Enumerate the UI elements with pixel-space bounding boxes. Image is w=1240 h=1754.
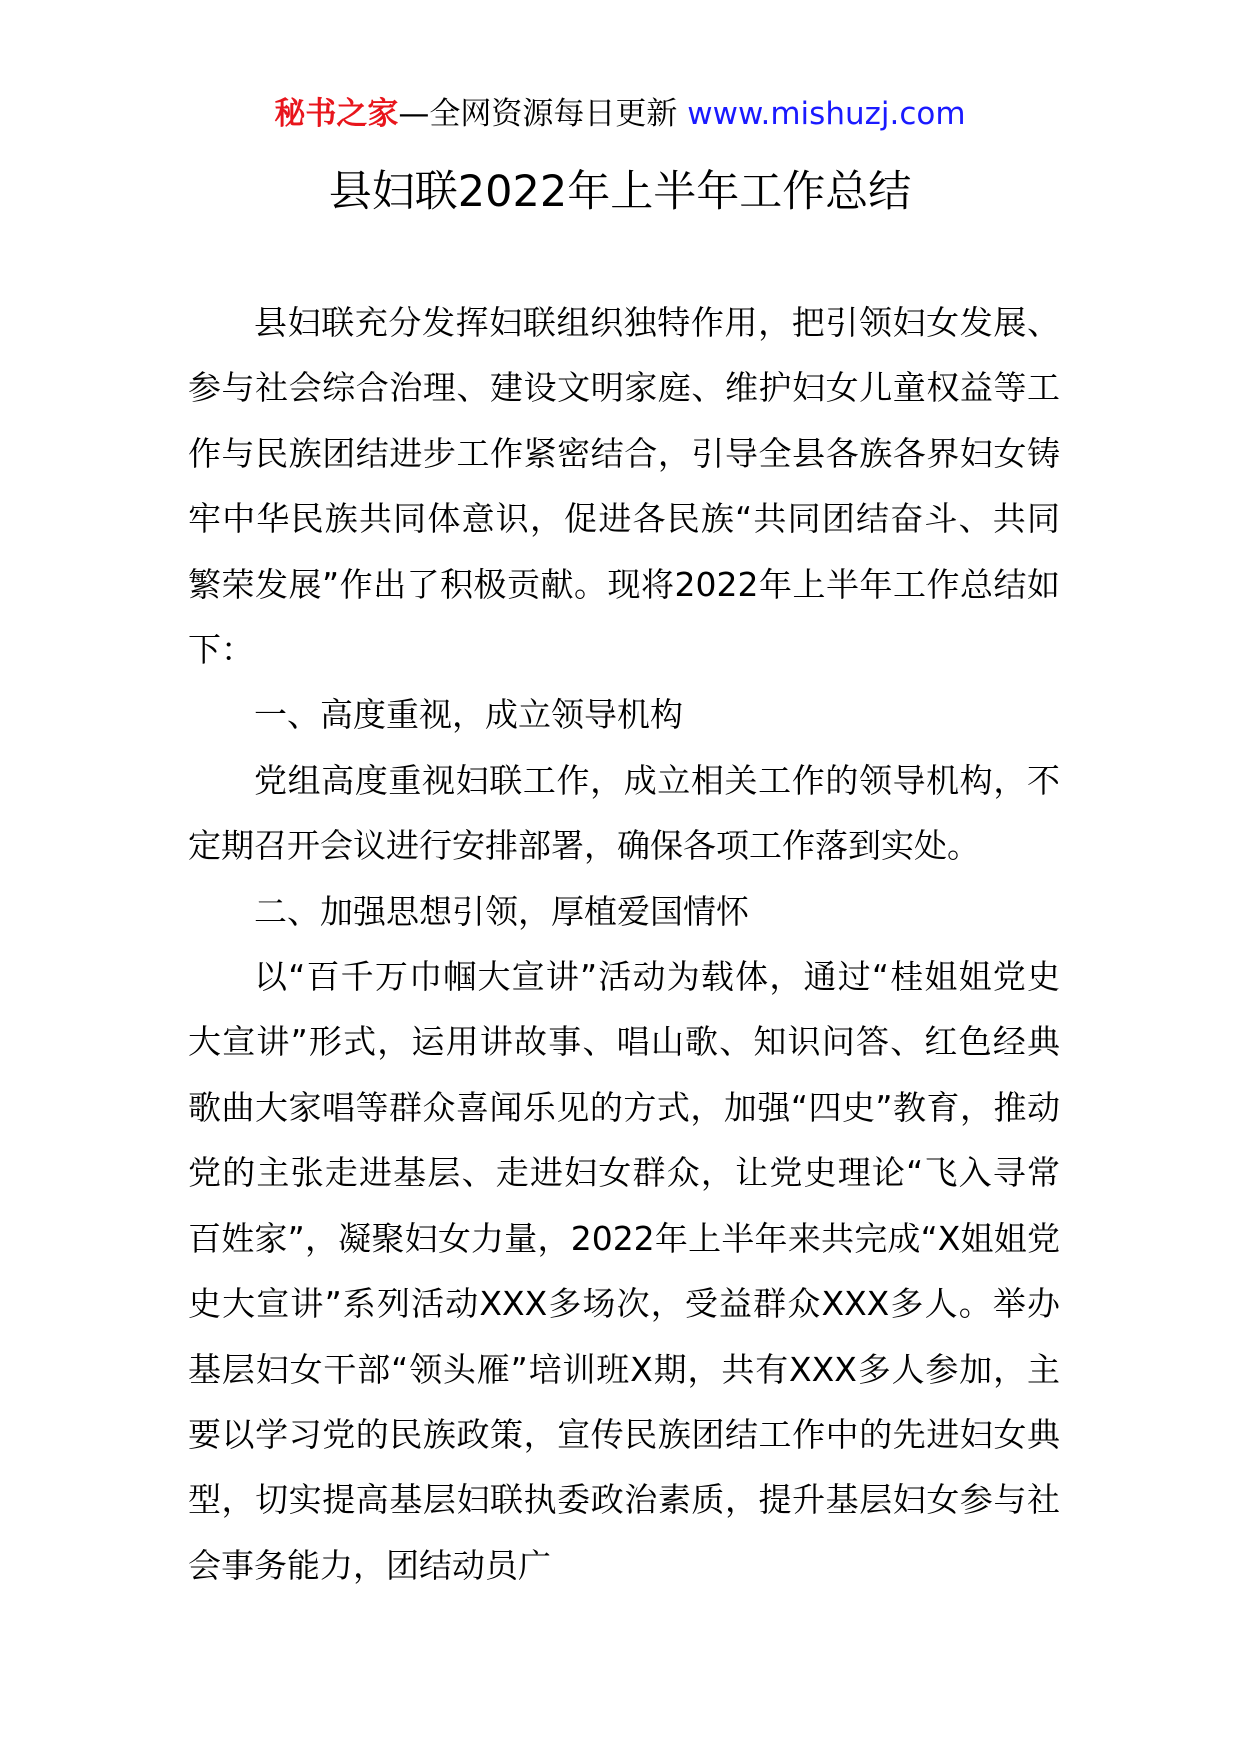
banner-slogan: —全网资源每日更新 <box>398 96 688 132</box>
document-title: 县妇联2022年上半年工作总结 <box>328 167 912 217</box>
section-heading-1: 一、高度重视，成立领导机构 <box>254 695 683 735</box>
site-banner <box>0 94 1240 134</box>
body-paragraph: 以“百千万巾帼大宣讲”活动为载体，通过“桂姐姐党史大宣讲”形式，运用讲故事、唱山歌、知识问答、红色经典歌曲大家唱等群众喜闻乐见的方式，加强“四史”教育，推动党的主张走进基层、走进妇女群众，让党史理论“飞入寻常百姓家”，凝聚妇女力量，2022年上半年来共完成“X姐姐党史大宣讲”系列活动XXX多场次，受益群众XXX多人。举办基层妇女干部“领头雁”培训班X期，共有XXX多人参加，主要以学习党的民族政策，宣传民族团结工作中的先进妇女典型，切实提高基层妇联执委政治素质，提升基层妇女参与社会事务能力，团结动员广 <box>188 957 1060 1585</box>
intro-paragraph: 县妇联充分发挥妇联组织独特作用，把引领妇女发展、参与社会综合治理、建设文明家庭、维护妇女儿童权益等工作与民族团结进步工作紧密结合，引导全县各族各界妇女铸牢中华民族共同体意识，促进各民族“共同团结奋斗、共同繁荣发展”作出了积极贡献。现将2022年上半年工作总结如下： <box>188 303 1060 670</box>
section-heading-2: 二、加强思想引领，厚植爱国情怀 <box>254 891 749 931</box>
brand-name: 秘书之家 <box>274 96 399 132</box>
body-paragraph: 党组高度重视妇联工作，成立相关工作的领导机构，不定期召开会议进行安排部署，确保各项工作落到实处。 <box>188 760 1060 866</box>
document-body <box>188 290 1060 1598</box>
site-url-link[interactable]: www.mishuzj.com <box>687 96 966 132</box>
